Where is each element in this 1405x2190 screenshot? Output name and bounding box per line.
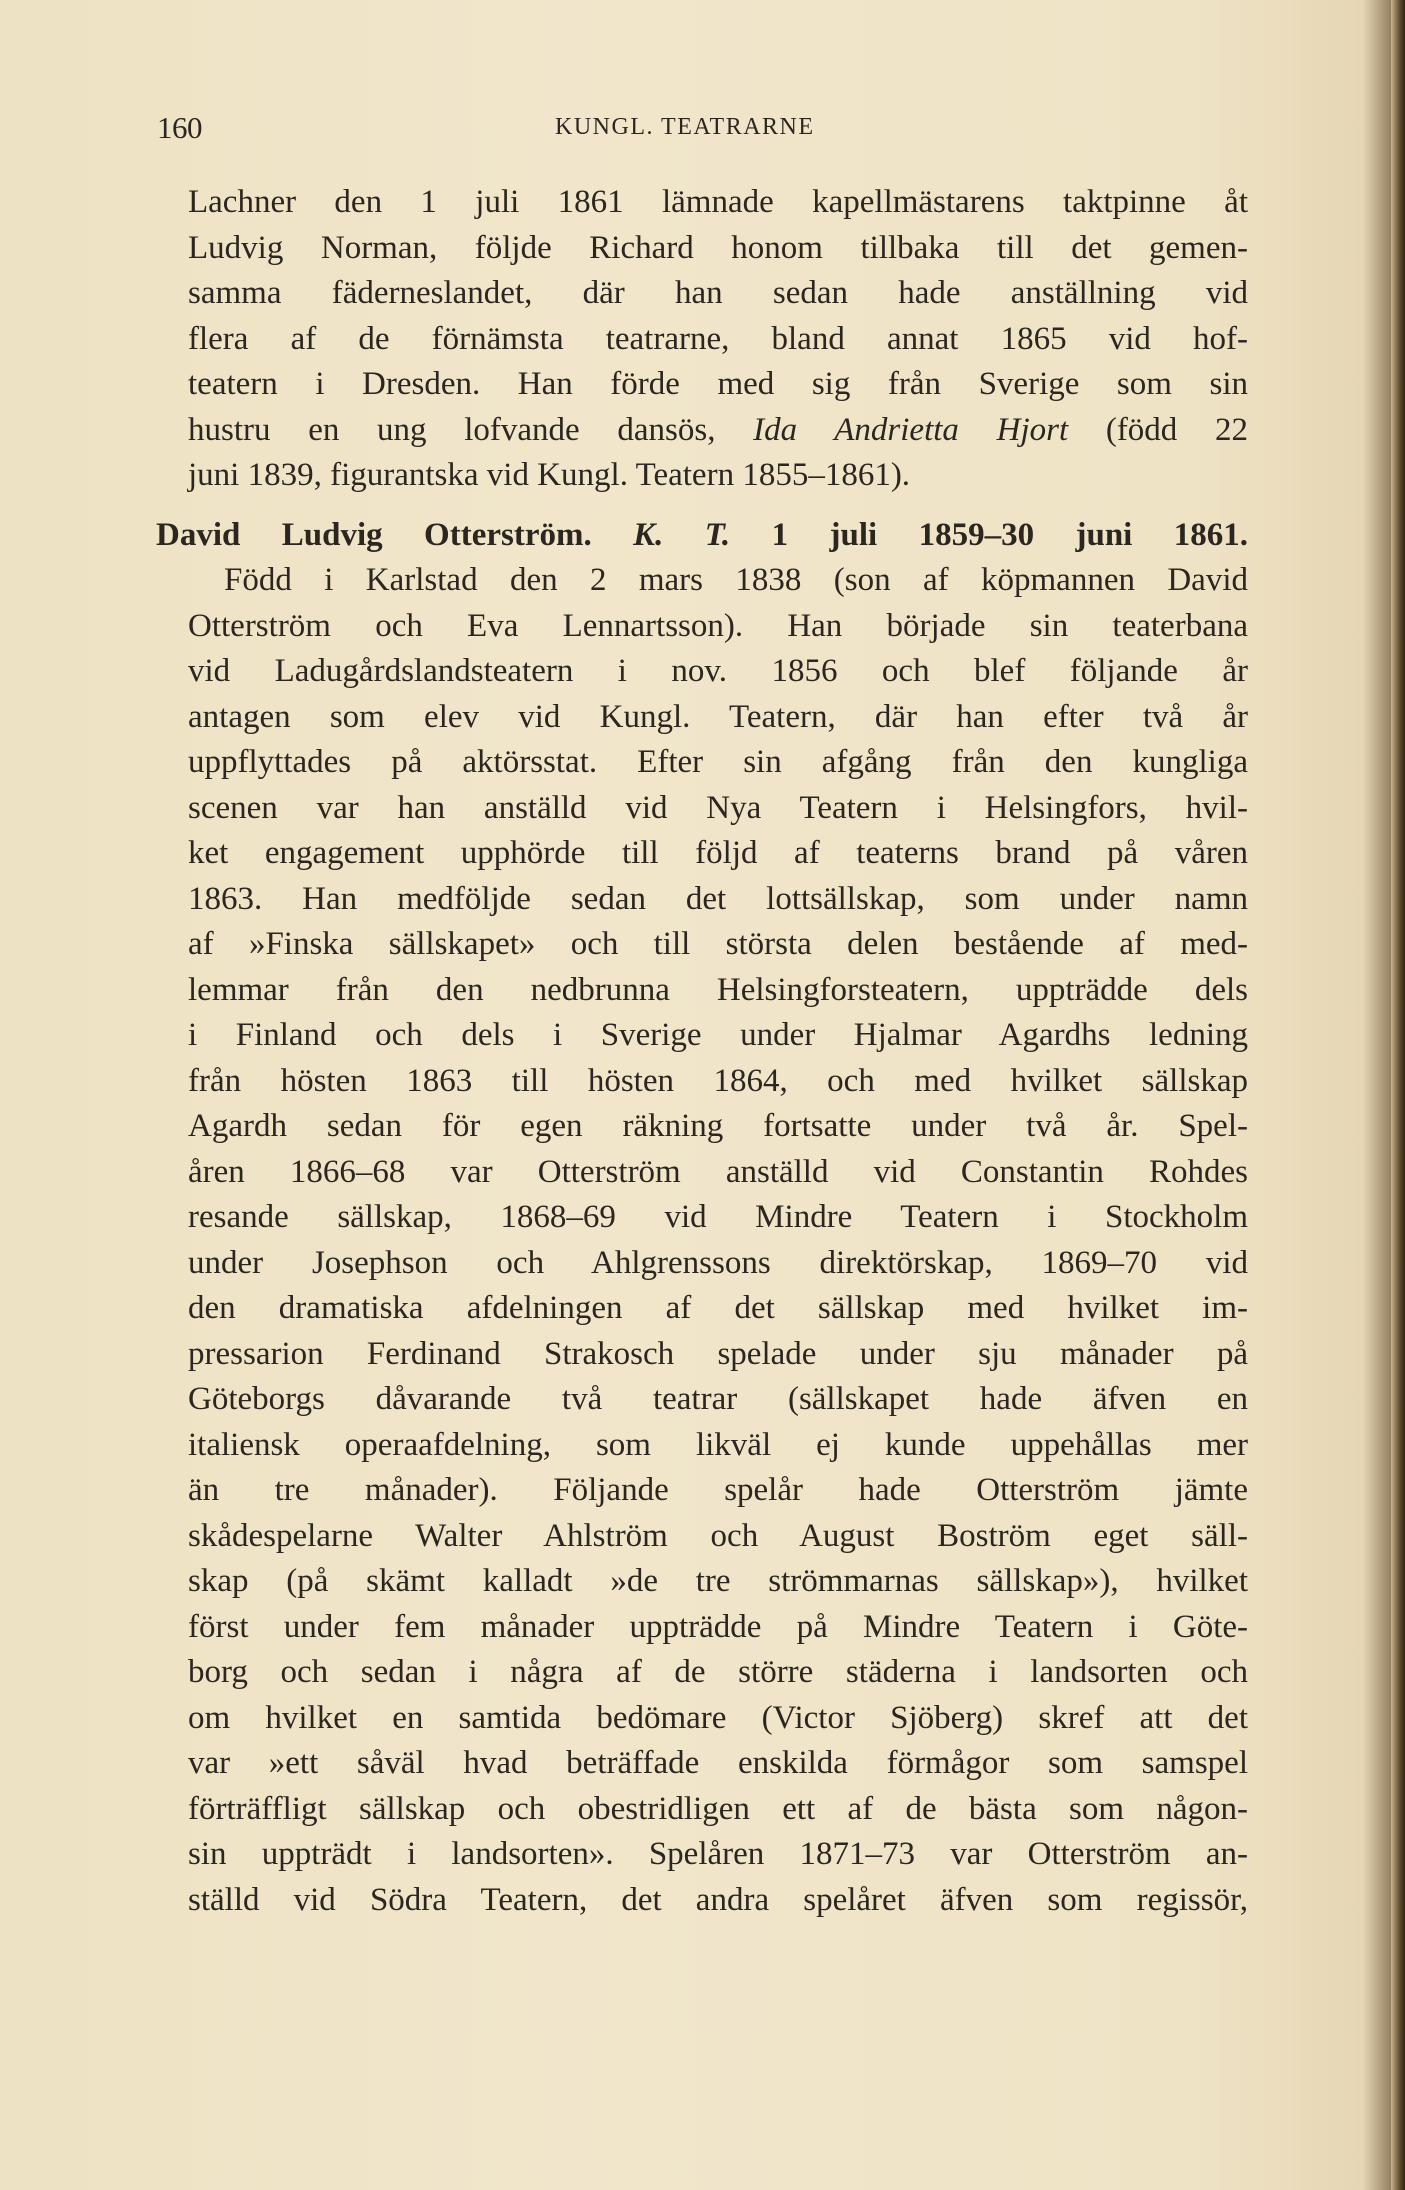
page-header [0,110,1405,154]
text-line: resande sällskap, 1868–69 vid Mindre Teatern i Stockholm [188,1199,1248,1235]
text-line: vid Ladugårdslandsteatern i nov. 1856 och blef följande år [188,653,1248,689]
text-line: Lachner den 1 juli 1861 lämnade kapellmästarens taktpinne åt [188,184,1248,220]
italic-person-name: Ida Andrietta Hjort [753,411,1069,448]
text-line: borg och sedan i några af de större städerna i landsorten och [188,1654,1248,1690]
text-line: än tre månader). Följande spelår hade Otterström jämte [188,1472,1248,1508]
text-line: sin uppträdt i landsorten». Spelåren 1871–73 var Otterström an- [188,1836,1248,1872]
text-line: den dramatiska afdelningen af det sällskap med hvilket im- [188,1290,1248,1326]
entry-dates: 1 juli 1859–30 juni 1861. [771,516,1248,553]
entry-theatre-abbrev: K. T. [633,516,731,553]
text-line: förträffligt sällskap och obestridligen ett af de bästa som någon- [188,1790,1248,1827]
text-line: Agardh sedan för egen räkning fortsatte under två år. Spel- [188,1108,1248,1144]
text-line: var »ett såväl hvad beträffade enskilda förmågor som samspel [188,1745,1248,1781]
text-line: italiensk operaafdelning, som likväl ej kunde uppehållas mer [188,1426,1248,1463]
text-line: af »Finska sällskapet» och till största delen bestående af med- [188,926,1248,962]
text-line: ställd vid Södra Teatern, det andra spelåret äfven som regissör, [188,1881,1248,1918]
text-line-with-italic-name [188,408,1248,454]
text-line: teatern i Dresden. Han förde med sig från Sverige som sin [188,366,1248,402]
entry-heading [156,513,1248,559]
text-line: flera af de förnämsta teatrarne, bland annat 1865 vid hof- [188,320,1248,357]
text-line: uppflyttades på aktörsstat. Efter sin afgång från den kungliga [188,744,1248,780]
text-line: samma fäderneslandet, där han sedan hade anställning vid [188,275,1248,311]
text-segment: (född 22 [1105,411,1249,448]
text-line: under Josephson och Ahlgrenssons direktörskap, 1869–70 vid [188,1244,1248,1281]
text-line: pressarion Ferdinand Strakosch spelade under sju månader på [188,1335,1248,1372]
text-line: Otterström och Eva Lennartsson). Han började sin teaterbana [188,607,1248,644]
text-line: lemmar från den nedbrunna Helsingforsteatern, uppträdde dels [188,971,1248,1008]
text-line: antagen som elev vid Kungl. Teatern, där han efter två år [188,698,1248,735]
text-line: skådespelarne Walter Ahlström och August Boström eget säll- [188,1517,1248,1554]
text-line: åren 1866–68 var Otterström anställd vid Constantin Rohdes [188,1153,1248,1190]
entry-name: David Ludvig Otterström. [156,516,592,553]
text-line: ket engagement upphörde till följd af teaterns brand på våren [188,835,1248,871]
text-line: Göteborgs dåvarande två teatrar (sällskapet hade äfven en [188,1381,1248,1417]
text-line: juni 1839, figurantska vid Kungl. Teatern 1855–1861). [188,457,911,493]
page-number: 160 [157,110,202,145]
text-line: Ludvig Norman, följde Richard honom tillbaka till det gemen- [188,229,1248,266]
body-text [156,180,1249,1923]
text-line: från hösten 1863 till hösten 1864, och med hvilket sällskap [188,1062,1248,1099]
text-line: i Finland och dels i Sverige under Hjalmar Agardhs ledning [188,1017,1248,1053]
running-head: KUNGL. TEATRARNE [555,114,815,140]
text-line: Född i Karlstad den 2 mars 1838 (son af köpmannen David [224,562,1248,598]
text-line: 1863. Han medföljde sedan det lottsällskap, som under namn [188,880,1248,917]
text-line: scenen var han anställd vid Nya Teatern i Helsingfors, hvil- [188,789,1248,826]
text-segment: hustru en ung lofvande dansös, [188,411,716,448]
page-edge-shadow [1391,0,1405,2190]
text-line: skap (på skämt kalladt »de tre strömmarnas sällskap»), hvilket [188,1563,1248,1599]
text-line: först under fem månader uppträdde på Mindre Teatern i Göte- [188,1608,1248,1645]
text-line: om hvilket en samtida bedömare (Victor Sjöberg) skref att det [188,1699,1248,1736]
